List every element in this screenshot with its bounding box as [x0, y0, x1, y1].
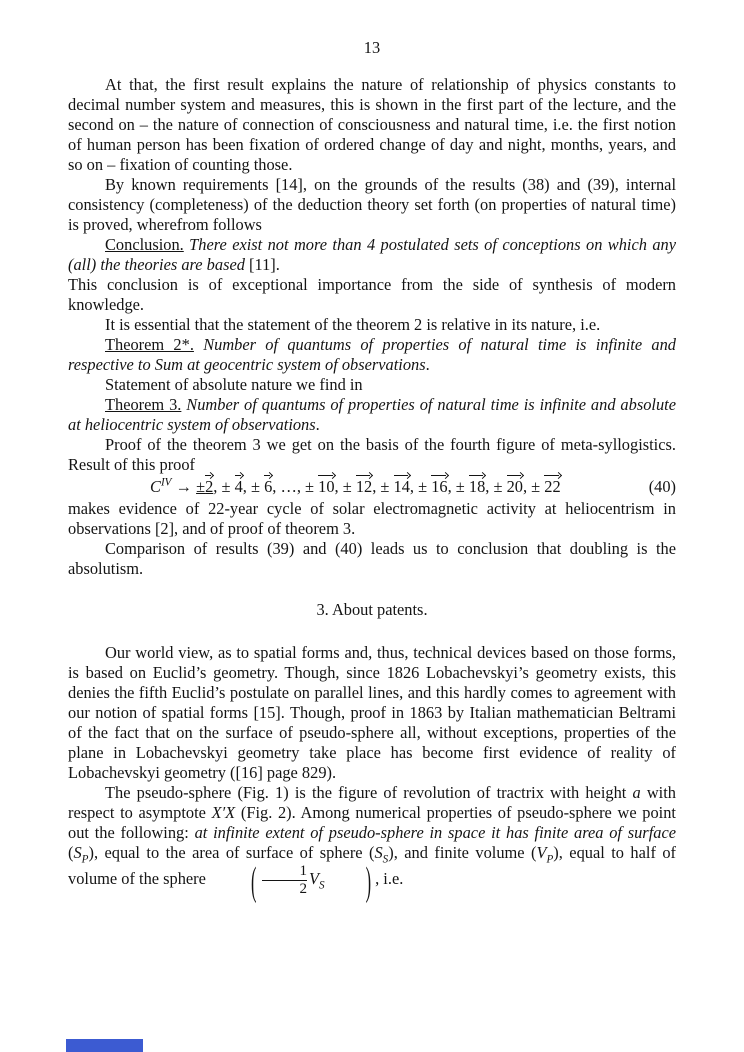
text-segment: 16 [431, 474, 447, 495]
text-segment: V [309, 869, 320, 889]
equation-body [68, 477, 643, 497]
text-segment: 12 [356, 474, 372, 495]
text-segment: 4 [235, 474, 243, 495]
paragraph-theorem-2 [68, 335, 676, 375]
text-segment: At that, the first result explains the nature of relationship of physics constants to decimal number system and measures, this is shown in the first part of the lecture, and the second on – the nature of connection of consciousness and natural time, i.e. the first notion of human person has been fixation of ordered change of day and night, months, years, and so on – fixation of counting those. [68, 75, 676, 174]
text-segment: This conclusion is of exceptional importance from the side of synthesis of modern knowledge. [68, 275, 676, 314]
text-segment: ), and finite volume ( [388, 843, 537, 862]
text-segment: By known requirements [14], on the grounds of the results (38) and (39), internal consistency (completeness) of the deduction theory set forth (on properties of natural time) is proved, wherefrom follows [68, 175, 676, 234]
text-segment: 3. About patents. [316, 600, 428, 619]
paragraph-essential [68, 315, 676, 335]
text-segment: a [632, 783, 641, 802]
paragraph-evidence [68, 499, 676, 539]
text-segment: V [536, 843, 547, 862]
text-segment: ( [68, 843, 74, 862]
equation-number: (40) [648, 477, 676, 496]
text-segment: 20 [507, 474, 523, 495]
footer-accent-bar [66, 1039, 143, 1052]
text-segment: P [546, 853, 554, 866]
text-segment: at infinite extent of pseudo-sphere in space it has finite area of surface [194, 823, 676, 842]
text-segment: Proof of the theorem 3 we get on the basis of the fourth figure of meta-syllogistics. Result of this proof [68, 435, 676, 474]
text-segment: [11]. [244, 255, 280, 274]
section-heading-patents [68, 600, 676, 620]
paragraph-world-view [68, 643, 676, 783]
text-segment: IV [160, 476, 172, 489]
paragraph-pseudo-sphere [68, 783, 677, 905]
text-segment: Number of quantums of properties of natural time is infinite and respective to Sum at geocentric system of observations [68, 335, 676, 374]
text-segment: , ± [409, 477, 432, 496]
fraction-numerator: 1 [299, 863, 308, 879]
text-segment: 2 [205, 474, 213, 495]
text-segment: , ± [213, 477, 235, 496]
paragraph-proof [68, 435, 676, 475]
text-segment: C [150, 477, 161, 496]
text-segment: ± [196, 477, 206, 496]
paragraph-importance [68, 275, 676, 315]
paragraph-requirements [68, 175, 676, 235]
text-segment: ), equal to the area of surface of sphere ( [88, 843, 375, 862]
text-segment: ( [251, 857, 257, 905]
text-segment: 6 [264, 474, 272, 495]
text-segment: 22 [544, 474, 560, 495]
text-segment: There exist not more than 4 postulated sets of conceptions on which any (all) the theories are based [68, 235, 676, 274]
text-segment: Our world view, as to spatial forms and, thus, technical devices based on those forms, is based on Euclid’s geometry. Though, since 1826 Lobachevskyi’s geometry exists, this denies the fifth Euclid’s postulate on parallel lines, and this hardly comes to agreement with our notion of spatial forms [15]. Though, proof in 1863 by Italian mathematician Beltrami of the fact that on the surface of pseudo-sphere all, without exceptions, properties of the plane in Lobachevskyi geometry take place has become first evidence of reality of Lobachevskyi geometry ([16] page 829). [68, 643, 676, 782]
fraction [260, 863, 309, 898]
text-segment: Conclusion. [105, 235, 184, 254]
paragraph-conclusion [68, 235, 676, 275]
text-segment: It is essential that the statement of the theorem 2 is relative in its nature, i.e. [105, 315, 601, 334]
text-segment: Number of quantums of properties of natural time is infinite and absolute at heliocentric system of observations [68, 395, 676, 434]
text-segment: . [315, 415, 320, 434]
text-segment: Theorem 3. [105, 395, 182, 414]
fraction-denominator: 2 [262, 880, 307, 898]
text-segment: , ± [334, 477, 356, 496]
text-segment: 14 [394, 474, 410, 495]
text-segment: 18 [469, 474, 485, 495]
text-segment: → [171, 477, 197, 496]
text-segment: ), equal to half of volume of the sphere [68, 843, 677, 889]
text-segment: S [319, 879, 325, 892]
text-segment: Comparison of results (39) and (40) leads us to conclusion that doubling is the absolutism. [68, 539, 676, 578]
text-segment: , ± [372, 477, 394, 496]
paragraph-at-that [68, 75, 676, 175]
paragraph-comparison [68, 539, 676, 579]
text-segment: , ± [242, 477, 265, 496]
text-segment: . [425, 355, 430, 374]
text-segment: , ± [447, 477, 469, 496]
paragraph-statement [68, 375, 676, 395]
text-segment: S [382, 853, 389, 866]
equation-40 [68, 477, 676, 497]
text-segment: S [374, 843, 383, 862]
text-segment: Statement of absolute nature we find in [105, 375, 363, 394]
text-segment: , i.e. [375, 869, 404, 889]
text-segment [194, 335, 203, 354]
text-segment: The pseudo-sphere (Fig. 1) is the figure of revolution of tractrix with height [105, 783, 633, 802]
text-segment: (Fig. 2). Among numerical properties of pseudo-sphere we point out the following: [68, 803, 676, 842]
text-segment: , …, ± [272, 477, 319, 496]
text-segment: , ± [522, 477, 545, 496]
text-segment: makes evidence of 22-year cycle of solar electromagnetic activity at heliocentrism in observations [2], and of proof of theorem 3. [68, 499, 676, 538]
text-segment: , ± [485, 477, 507, 496]
text-segment: ) [365, 857, 372, 905]
paragraph-theorem-3 [68, 395, 676, 435]
page-number: 13 [363, 38, 381, 57]
text-segment: Theorem 2*. [105, 335, 194, 354]
text-segment: P [81, 853, 89, 866]
text-segment: with respect to asymptote [68, 783, 676, 822]
text-segment: S [73, 843, 82, 862]
text-segment: X′X [211, 803, 236, 822]
text-segment: 10 [318, 474, 334, 495]
